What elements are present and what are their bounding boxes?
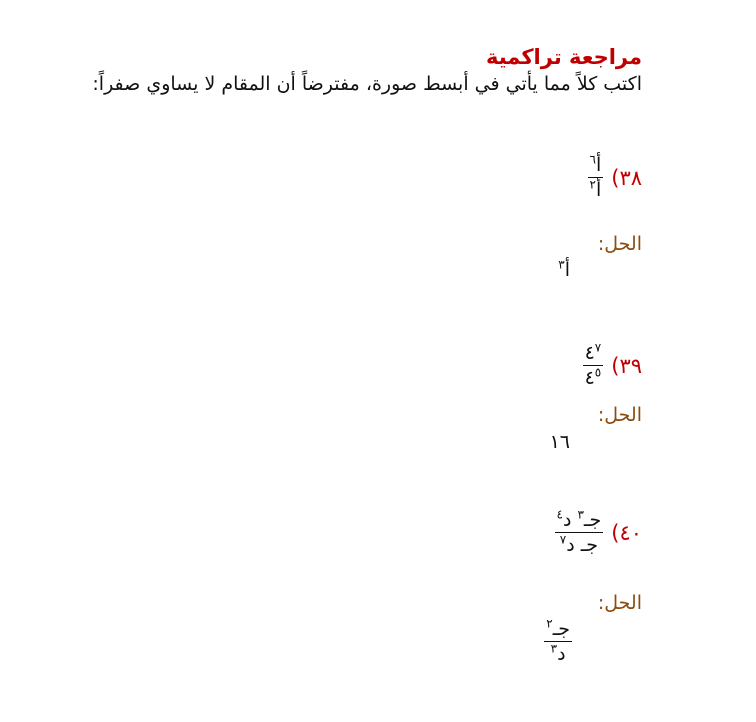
- section-title: مراجعة تراكمية: [485, 45, 642, 69]
- problem-number: ٤٠): [611, 520, 642, 545]
- fraction-numerator: [588, 152, 604, 176]
- fraction: [555, 507, 604, 556]
- solution-numerator-exponent: ٢: [546, 616, 553, 631]
- solution-40: [544, 618, 572, 664]
- solution-denominator: [550, 641, 566, 665]
- fraction-denominator: [559, 532, 599, 556]
- problem-39: [583, 340, 642, 389]
- solution-39: ١٦: [549, 431, 570, 453]
- denominator-exponent: ٢: [589, 177, 596, 192]
- denominator-base-1: جـ: [580, 534, 599, 556]
- problem-number: ٣٩): [611, 353, 642, 378]
- numerator-base: ٤: [584, 342, 595, 364]
- solution-denominator-exponent: ٣: [550, 641, 558, 656]
- fraction-numerator: [555, 507, 604, 531]
- section-header: [82, 42, 642, 97]
- solution-numerator-base: جـ: [552, 618, 570, 640]
- fraction-denominator: [584, 365, 602, 389]
- problem-38: [588, 152, 643, 201]
- denominator-base-2: د: [566, 534, 575, 556]
- denominator-exponent-2: ٧: [559, 532, 567, 547]
- numerator-base-2: د: [562, 509, 572, 531]
- solution-label: الحل:: [597, 592, 642, 614]
- solution-label: الحل:: [597, 404, 642, 426]
- fraction-numerator: [583, 340, 604, 364]
- denominator-exponent: ٥: [594, 365, 602, 380]
- fraction-denominator: [589, 177, 602, 201]
- fraction: [588, 152, 604, 201]
- numerator-base: أ: [595, 154, 602, 176]
- numerator-exponent-2: ٤: [556, 507, 563, 522]
- problem-number: ٣٨): [611, 165, 642, 190]
- solution-base: أ: [564, 259, 570, 281]
- numerator-exponent: ٧: [594, 340, 602, 355]
- fraction-bar: [544, 641, 572, 642]
- solution-fraction: [544, 616, 572, 665]
- solution-exponent: ٣: [558, 257, 565, 272]
- denominator-base: ٤: [584, 367, 595, 389]
- denominator-base: أ: [595, 179, 602, 201]
- numerator-exponent-1: ٣: [577, 507, 584, 522]
- solution-denominator-base: د: [557, 643, 566, 665]
- problem-40: [555, 507, 643, 556]
- solution-label: الحل:: [597, 233, 642, 255]
- numerator-base-1: جـ: [583, 509, 602, 531]
- solution-numerator: [544, 616, 572, 640]
- fraction: [583, 340, 604, 389]
- solution-38: [558, 259, 570, 281]
- instructions-text: اكتب كلاً مما يأتي في أبسط صورة، مفترضاً أن المقام لا يساوي صفراً:: [92, 73, 642, 95]
- numerator-exponent: ٦: [589, 152, 596, 167]
